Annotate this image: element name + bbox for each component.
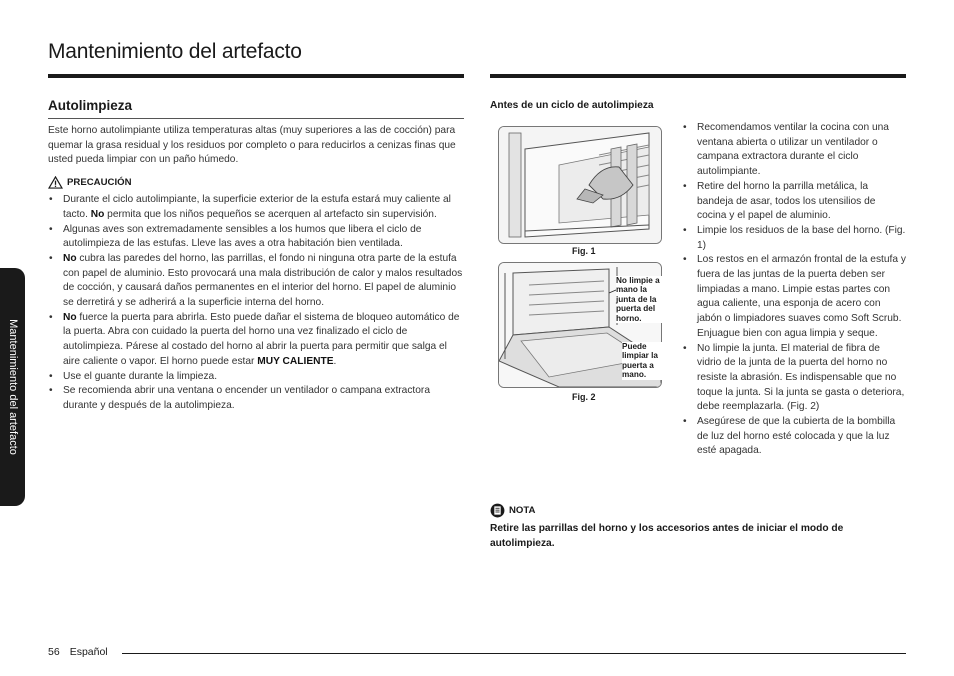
list-item: • No limpie la junta. El material de fibra de vidrio de la junta de la puerta del horno no resiste la abrasión. Es indispensable que no toque la junta. Si la junta se gasta o deteriora, debe reemplazarla. (Fig. 2) bbox=[682, 342, 906, 416]
footer-rule bbox=[122, 653, 906, 654]
list-item: • Retire del horno la parrilla metálica, la bandeja de asar, todos los utensilios de cocina y el papel de aluminio. bbox=[682, 180, 906, 224]
left-column bbox=[48, 98, 464, 414]
list-item: • No fuerce la puerta para abrirla. Esto puede dañar el sistema de bloqueo automático de la puerta. Abra con cuidado la puerta del horno una vez finalizado el ciclo de autolimpieza. Párese al costado del horno al abrir la puerta para permitir que salga el aire caliente o vapor. El horno puede estar MUY CALIENTE. bbox=[48, 311, 464, 370]
oven-cleaning-illustration bbox=[499, 127, 661, 243]
fig2-callout-gasket: No limpie a mano la junta de la puerta del horno. bbox=[616, 276, 662, 323]
page-footer bbox=[48, 646, 108, 658]
list-item: • Limpie los residuos de la base del horno. (Fig. 1) bbox=[682, 224, 906, 253]
note-icon bbox=[490, 503, 505, 518]
title-rule-right bbox=[490, 74, 906, 78]
note-text: Retire las parrillas del horno y los accesorios antes de iniciar el modo de autolimpieza. bbox=[490, 523, 844, 549]
list-item: • Durante el ciclo autolimpiante, la superficie exterior de la estufa estará muy caliente al tacto. No permita que los niños pequeños se acerquen al artefacto sin supervisión. bbox=[48, 193, 464, 222]
side-tab-label: Mantenimiento del artefacto bbox=[6, 319, 19, 455]
side-chapter-tab bbox=[0, 268, 25, 506]
list-item: • No cubra las paredes del horno, las parrillas, el fondo ni ninguna otra parte de la estufa con papel de aluminio. Esto provocará una mala distribución de calor y malos resultados de cocción, y causará daños permanentes en el interior del horno. El papel de aluminio se derretirá y se adherirá a la superficie interna del horno. bbox=[48, 252, 464, 311]
list-item: • Algunas aves son extremadamente sensibles a los humos que libera el ciclo de autolimpieza de las estufas. Lleve las aves a otra habitación bien ventilada. bbox=[48, 223, 464, 252]
title-rule-left bbox=[48, 74, 464, 78]
page-number: 56 bbox=[48, 646, 60, 658]
page-title: Mantenimiento del artefacto bbox=[48, 40, 302, 63]
footer-language: Español bbox=[69, 646, 108, 658]
right-column-list bbox=[682, 121, 906, 459]
fig2-callout-door: Puede limpiar la puerta a mano. bbox=[622, 342, 666, 380]
caution-label: PRECAUCIÓN bbox=[67, 177, 132, 189]
caution-heading bbox=[48, 176, 464, 189]
intro-paragraph: Este horno autolimpiante utiliza temperaturas altas (muy superiores a las de cocción) para quemar la grasa residual y los residuos por completo o para reducirlos a cenizas finas que usted pueda limpiar con un paño húmedo. bbox=[48, 125, 456, 166]
list-item: • Se recomienda abrir una ventana o encender un ventilador o campana extractora durante y después de la autolimpieza. bbox=[48, 384, 464, 413]
warning-triangle-icon bbox=[48, 176, 63, 189]
right-heading: Antes de un ciclo de autolimpieza bbox=[490, 100, 654, 111]
note-label: NOTA bbox=[509, 505, 536, 516]
figure-1-oven-interior bbox=[498, 126, 662, 244]
figure-2-label: Fig. 2 bbox=[572, 392, 596, 402]
note-heading bbox=[490, 503, 535, 518]
list-item: • Los restos en el armazón frontal de la estufa y fuera de las juntas de la puerta deben ser limpiadas a mano. Limpie estas partes con agua caliente, una esponja de acero con jabón o limpiadores suaves como Soft Scrub. Enjuague bien con agua limpia y seque. bbox=[682, 253, 906, 341]
section-title: Autolimpieza bbox=[48, 98, 464, 119]
caution-list bbox=[48, 193, 464, 414]
list-item: • Use el guante durante la limpieza. bbox=[48, 370, 464, 385]
list-item: • Recomendamos ventilar la cocina con una ventana abierta o utilizar un ventilador o campana extractora durante el ciclo autolimpiante. bbox=[682, 121, 906, 180]
list-item: • Asegúrese de que la cubierta de la bombilla de luz del horno esté colocada y que la luz esté apagada. bbox=[682, 415, 906, 459]
figure-1-label: Fig. 1 bbox=[572, 246, 596, 256]
